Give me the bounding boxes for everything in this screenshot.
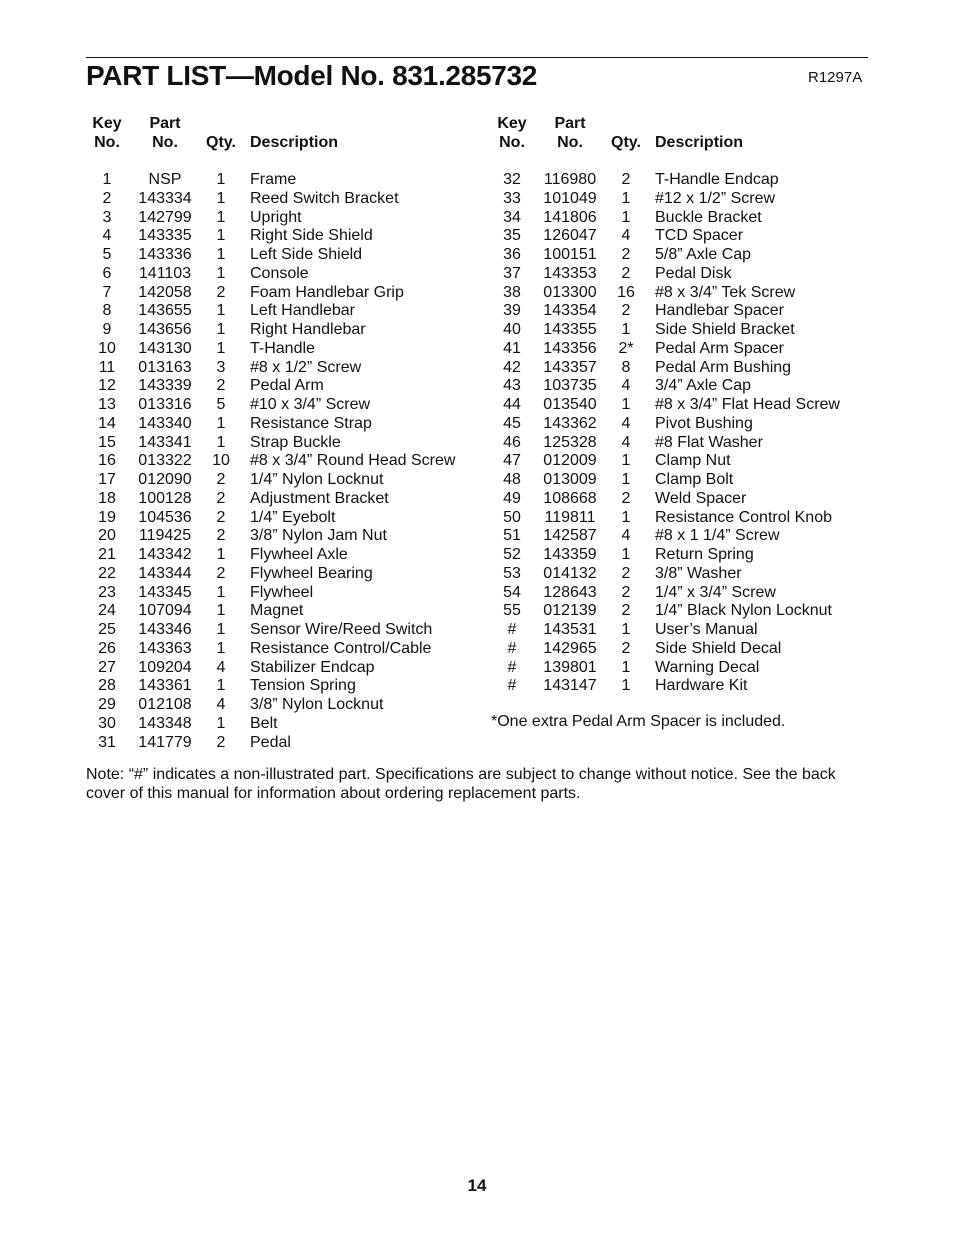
- description: Stabilizer Endcap: [250, 658, 375, 676]
- key-no: 34: [503, 208, 521, 226]
- description: 3/8” Nylon Jam Nut: [250, 527, 387, 545]
- description: 1/4” Nylon Locknut: [250, 471, 384, 488]
- description: 5/8” Axle Cap: [655, 246, 752, 263]
- key-no: 35: [503, 227, 521, 245]
- qty: 1: [216, 208, 226, 226]
- page-title: PART LIST—Model No. 831.285732: [86, 60, 538, 91]
- key-no: 40: [503, 321, 521, 338]
- part-no: 103735: [543, 377, 597, 395]
- description: Pedal Arm: [250, 377, 324, 395]
- part-no: 128643: [543, 583, 597, 601]
- key-no: 46: [503, 433, 521, 451]
- qty: 2: [621, 583, 631, 601]
- qty: 8: [621, 358, 631, 376]
- part-no: 108668: [543, 489, 597, 507]
- part-no: 143361: [138, 677, 192, 695]
- description: Resistance Control Knob: [655, 508, 832, 526]
- description: Hardware Kit: [655, 677, 748, 695]
- description: #8 x 3/4” Round Head Screw: [250, 452, 456, 470]
- header-key: Key No.: [497, 115, 527, 151]
- key-no: 20: [98, 527, 116, 545]
- key-no: 36: [503, 246, 521, 263]
- key-no: 14: [98, 414, 116, 432]
- description: #8 x 3/4” Flat Head Screw: [655, 396, 840, 413]
- description: Return Spring: [655, 546, 754, 563]
- description: #8 x 1/2” Screw: [250, 358, 362, 376]
- part-no: 143345: [138, 583, 192, 601]
- qty: 1: [621, 658, 631, 676]
- description: Clamp Bolt: [655, 471, 734, 488]
- description: Upright: [250, 208, 302, 226]
- key-no: #: [507, 621, 517, 638]
- qty: 2: [216, 564, 226, 582]
- part-no: 014132: [543, 564, 597, 582]
- qty: 4: [216, 696, 226, 713]
- part-no: 143355: [543, 321, 597, 338]
- part-no: 012090: [138, 471, 192, 488]
- key-no: 27: [98, 658, 116, 676]
- key-no: 4: [102, 227, 112, 245]
- key-no: 3: [102, 208, 112, 226]
- qty: 1: [216, 546, 226, 563]
- part-no: 143147: [543, 677, 597, 695]
- part-no: 143531: [543, 621, 597, 638]
- key-no: 8: [102, 302, 112, 320]
- qty: 1: [216, 227, 226, 245]
- key-no: 23: [98, 583, 116, 601]
- qty: 1: [216, 677, 226, 695]
- description: Left Side Shield: [250, 246, 363, 263]
- key-no: 28: [98, 677, 116, 695]
- description: #12 x 1/2” Screw: [655, 189, 776, 207]
- part-no: 143362: [543, 414, 597, 432]
- description: Tension Spring: [250, 677, 356, 695]
- qty: 1: [621, 546, 631, 563]
- qty: 2: [621, 564, 631, 582]
- qty: 1: [216, 171, 226, 188]
- qty: 1: [216, 246, 226, 263]
- key-no: 55: [503, 602, 521, 620]
- qty: 2: [216, 733, 226, 751]
- description: TCD Spacer: [655, 227, 744, 245]
- qty: 2: [621, 264, 631, 282]
- part-no: 141806: [543, 208, 597, 226]
- qty: 2*: [618, 339, 634, 357]
- part-no: 143346: [138, 621, 192, 638]
- qty: 2: [621, 246, 631, 263]
- part-no: 013009: [543, 471, 597, 488]
- key-no: 43: [503, 377, 521, 395]
- qty: 4: [216, 658, 226, 676]
- key-no: 7: [102, 283, 112, 301]
- part-no: 125328: [543, 433, 597, 451]
- description: Strap Buckle: [250, 433, 341, 451]
- qty: 2: [216, 508, 226, 526]
- description: T-Handle Endcap: [655, 171, 779, 188]
- qty: 1: [216, 639, 226, 657]
- key-no: 29: [98, 696, 116, 713]
- qty: 2: [621, 602, 631, 620]
- qty: 2: [216, 527, 226, 545]
- description: Console: [250, 264, 309, 282]
- part-no: 143340: [138, 414, 192, 432]
- key-no: 17: [98, 471, 116, 488]
- part-no: 116980: [543, 171, 597, 188]
- key-no: #: [507, 639, 517, 657]
- key-no: 37: [503, 264, 521, 282]
- qty: 2: [216, 471, 226, 488]
- part-no: 143348: [138, 714, 192, 732]
- key-no: 15: [98, 433, 116, 451]
- description: Foam Handlebar Grip: [250, 283, 404, 301]
- description: Handlebar Spacer: [655, 302, 784, 320]
- description: Buckle Bracket: [655, 208, 762, 226]
- qty: 1: [621, 677, 631, 695]
- qty: 2: [621, 302, 631, 320]
- key-no: 24: [98, 602, 116, 620]
- key-no: 12: [98, 377, 116, 395]
- key-no: 16: [98, 452, 116, 470]
- key-no: 52: [503, 546, 521, 563]
- header-description: Description: [655, 134, 744, 151]
- part-no: 100128: [138, 489, 192, 507]
- part-no: 101049: [543, 189, 597, 207]
- header-key: Key No.: [92, 115, 122, 151]
- part-no: 143339: [138, 377, 192, 395]
- key-no: 6: [102, 264, 112, 282]
- key-no: 54: [503, 583, 521, 601]
- qty: 16: [617, 283, 635, 301]
- note: Note: “#” indicates a non-illustrated part. Specifications are subject to change without notice. See the back cover of this manual for information about ordering replacement parts.: [86, 766, 836, 802]
- description: Sensor Wire/Reed Switch: [250, 621, 433, 638]
- key-no: 21: [98, 546, 116, 563]
- description: Pedal: [250, 733, 291, 751]
- description: Weld Spacer: [655, 489, 747, 507]
- description: Magnet: [250, 602, 304, 620]
- key-no: 50: [503, 508, 521, 526]
- part-no: 143354: [543, 302, 597, 320]
- key-no: 31: [98, 733, 116, 751]
- qty: 1: [621, 471, 631, 488]
- key-no: 53: [503, 564, 521, 582]
- description: Frame: [250, 171, 297, 188]
- key-no: 33: [503, 189, 521, 207]
- qty: 2: [216, 283, 226, 301]
- part-no: 142799: [138, 208, 192, 226]
- description: T-Handle: [250, 339, 315, 357]
- part-no: 143356: [543, 339, 597, 357]
- part-no: 119811: [544, 508, 596, 526]
- description: Right Side Shield: [250, 227, 373, 245]
- footnote: *One extra Pedal Arm Spacer is included.: [491, 713, 786, 730]
- description: 1/4” x 3/4” Screw: [655, 583, 776, 601]
- qty: 2: [216, 489, 226, 507]
- key-no: #: [507, 658, 517, 676]
- part-no: 142965: [543, 639, 597, 657]
- part-no: 107094: [138, 602, 192, 620]
- qty: 4: [621, 377, 631, 395]
- qty: 4: [621, 227, 631, 245]
- description: Resistance Control/Cable: [250, 639, 432, 657]
- part-no: 143353: [543, 264, 597, 282]
- part-no: 013540: [543, 396, 597, 413]
- qty: 1: [621, 189, 631, 207]
- qty: 1: [216, 414, 226, 432]
- part-no: 013163: [138, 358, 192, 376]
- qty: 1: [216, 583, 226, 601]
- key-no: 32: [503, 171, 521, 188]
- description: 1/4” Eyebolt: [250, 508, 336, 526]
- description: 3/8” Nylon Locknut: [250, 696, 384, 713]
- part-no: 139801: [543, 658, 597, 676]
- part-no: 143344: [138, 564, 192, 582]
- header-description: Description: [250, 134, 339, 151]
- part-no: 119425: [138, 527, 192, 545]
- description: Flywheel: [250, 583, 314, 601]
- description: User’s Manual: [655, 621, 758, 638]
- key-no: 9: [102, 321, 112, 338]
- part-no: 143363: [138, 639, 192, 657]
- key-no: 39: [503, 302, 521, 320]
- header-qty: Qty.: [611, 134, 641, 151]
- part-no: 013316: [138, 396, 192, 413]
- description: Pedal Arm Spacer: [655, 339, 784, 357]
- qty: 1: [216, 602, 226, 620]
- key-no: 38: [503, 283, 521, 301]
- description: #8 Flat Washer: [655, 433, 763, 451]
- qty: 1: [216, 621, 226, 638]
- description: Flywheel Axle: [250, 546, 348, 563]
- key-no: 30: [98, 714, 116, 732]
- description: 3/4” Axle Cap: [655, 377, 752, 395]
- header-part: Part No.: [554, 115, 586, 151]
- key-no: 25: [98, 621, 116, 638]
- part-no: 143130: [138, 339, 192, 357]
- header-part: Part No.: [149, 115, 181, 151]
- qty: 2: [621, 171, 631, 188]
- key-no: 22: [98, 564, 116, 582]
- key-no: 13: [98, 396, 116, 413]
- key-no: 41: [503, 339, 521, 357]
- qty: 1: [216, 433, 226, 451]
- description: Flywheel Bearing: [250, 564, 373, 582]
- qty: 2: [621, 639, 631, 657]
- qty: 2: [216, 377, 226, 395]
- qty: 1: [621, 396, 631, 413]
- part-no: 143357: [543, 358, 597, 376]
- description: Pivot Bushing: [655, 414, 753, 432]
- key-no: 2: [102, 189, 112, 207]
- qty: 1: [621, 621, 631, 638]
- part-no: 012108: [138, 696, 192, 713]
- part-no: 143336: [138, 246, 192, 263]
- description: Clamp Nut: [655, 452, 731, 470]
- qty: 10: [212, 452, 230, 470]
- qty: 1: [621, 508, 631, 526]
- description: Left Handlebar: [250, 302, 355, 320]
- qty: 1: [216, 321, 226, 338]
- part-no: 143359: [543, 546, 597, 563]
- qty: 3: [216, 358, 226, 376]
- description: Warning Decal: [655, 658, 760, 676]
- part-no: 013300: [543, 283, 597, 301]
- description: Side Shield Decal: [655, 639, 782, 657]
- part-no: 142587: [543, 527, 597, 545]
- document-code: R1297A: [808, 69, 863, 86]
- key-no: 10: [98, 339, 116, 357]
- part-no: 141103: [138, 264, 192, 282]
- top-rule: [86, 57, 868, 58]
- part-no: 141779: [138, 733, 192, 751]
- part-no: 143655: [138, 302, 192, 320]
- page-number: 14: [467, 1176, 487, 1195]
- description: #8 x 3/4” Tek Screw: [655, 283, 796, 301]
- key-no: 51: [503, 527, 521, 545]
- key-no: 1: [102, 171, 112, 188]
- qty: 2: [621, 489, 631, 507]
- key-no: 18: [98, 489, 116, 507]
- qty: 1: [216, 339, 226, 357]
- qty: 1: [621, 321, 631, 338]
- key-no: 26: [98, 639, 116, 657]
- key-no: 47: [503, 452, 521, 470]
- key-no: 19: [98, 508, 116, 526]
- part-no: 126047: [543, 227, 597, 245]
- description: Belt: [250, 714, 278, 732]
- header-qty: Qty.: [206, 134, 236, 151]
- part-no: 109204: [138, 658, 192, 676]
- description: Side Shield Bracket: [655, 321, 795, 338]
- key-no: 11: [98, 358, 116, 376]
- key-no: #: [507, 677, 517, 695]
- qty: 4: [621, 433, 631, 451]
- description: #10 x 3/4” Screw: [250, 396, 371, 413]
- qty: 5: [216, 396, 226, 413]
- qty: 1: [621, 452, 631, 470]
- part-no: 100151: [543, 246, 597, 263]
- key-no: 45: [503, 414, 521, 432]
- description: Pedal Disk: [655, 264, 732, 282]
- description: Reed Switch Bracket: [250, 189, 399, 207]
- part-no: 012139: [543, 602, 597, 620]
- qty: 4: [621, 414, 631, 432]
- part-no: 143341: [138, 433, 192, 451]
- key-no: 49: [503, 489, 521, 507]
- part-no: 104536: [138, 508, 192, 526]
- key-no: 44: [503, 396, 521, 413]
- qty: 1: [216, 189, 226, 207]
- key-no: 5: [102, 246, 112, 263]
- description: 3/8” Washer: [655, 564, 742, 582]
- description: Pedal Arm Bushing: [655, 358, 792, 376]
- key-no: 42: [503, 358, 521, 376]
- part-no: 012009: [543, 452, 597, 470]
- part-no: 143335: [138, 227, 192, 245]
- description: #8 x 1 1/4” Screw: [655, 527, 780, 545]
- qty: 4: [621, 527, 631, 545]
- part-no: NSP: [148, 171, 182, 188]
- description: Right Handlebar: [250, 321, 366, 338]
- key-no: 48: [503, 471, 521, 488]
- description: Adjustment Bracket: [250, 489, 389, 507]
- description: 1/4” Black Nylon Locknut: [655, 602, 832, 620]
- part-no: 013322: [138, 452, 192, 470]
- part-no: 142058: [138, 283, 192, 301]
- qty: 1: [216, 714, 226, 732]
- qty: 1: [621, 208, 631, 226]
- description: Resistance Strap: [250, 414, 372, 432]
- qty: 1: [216, 302, 226, 320]
- qty: 1: [216, 264, 226, 282]
- part-no: 143656: [138, 321, 192, 338]
- part-no: 143334: [138, 189, 192, 207]
- part-no: 143342: [138, 546, 192, 563]
